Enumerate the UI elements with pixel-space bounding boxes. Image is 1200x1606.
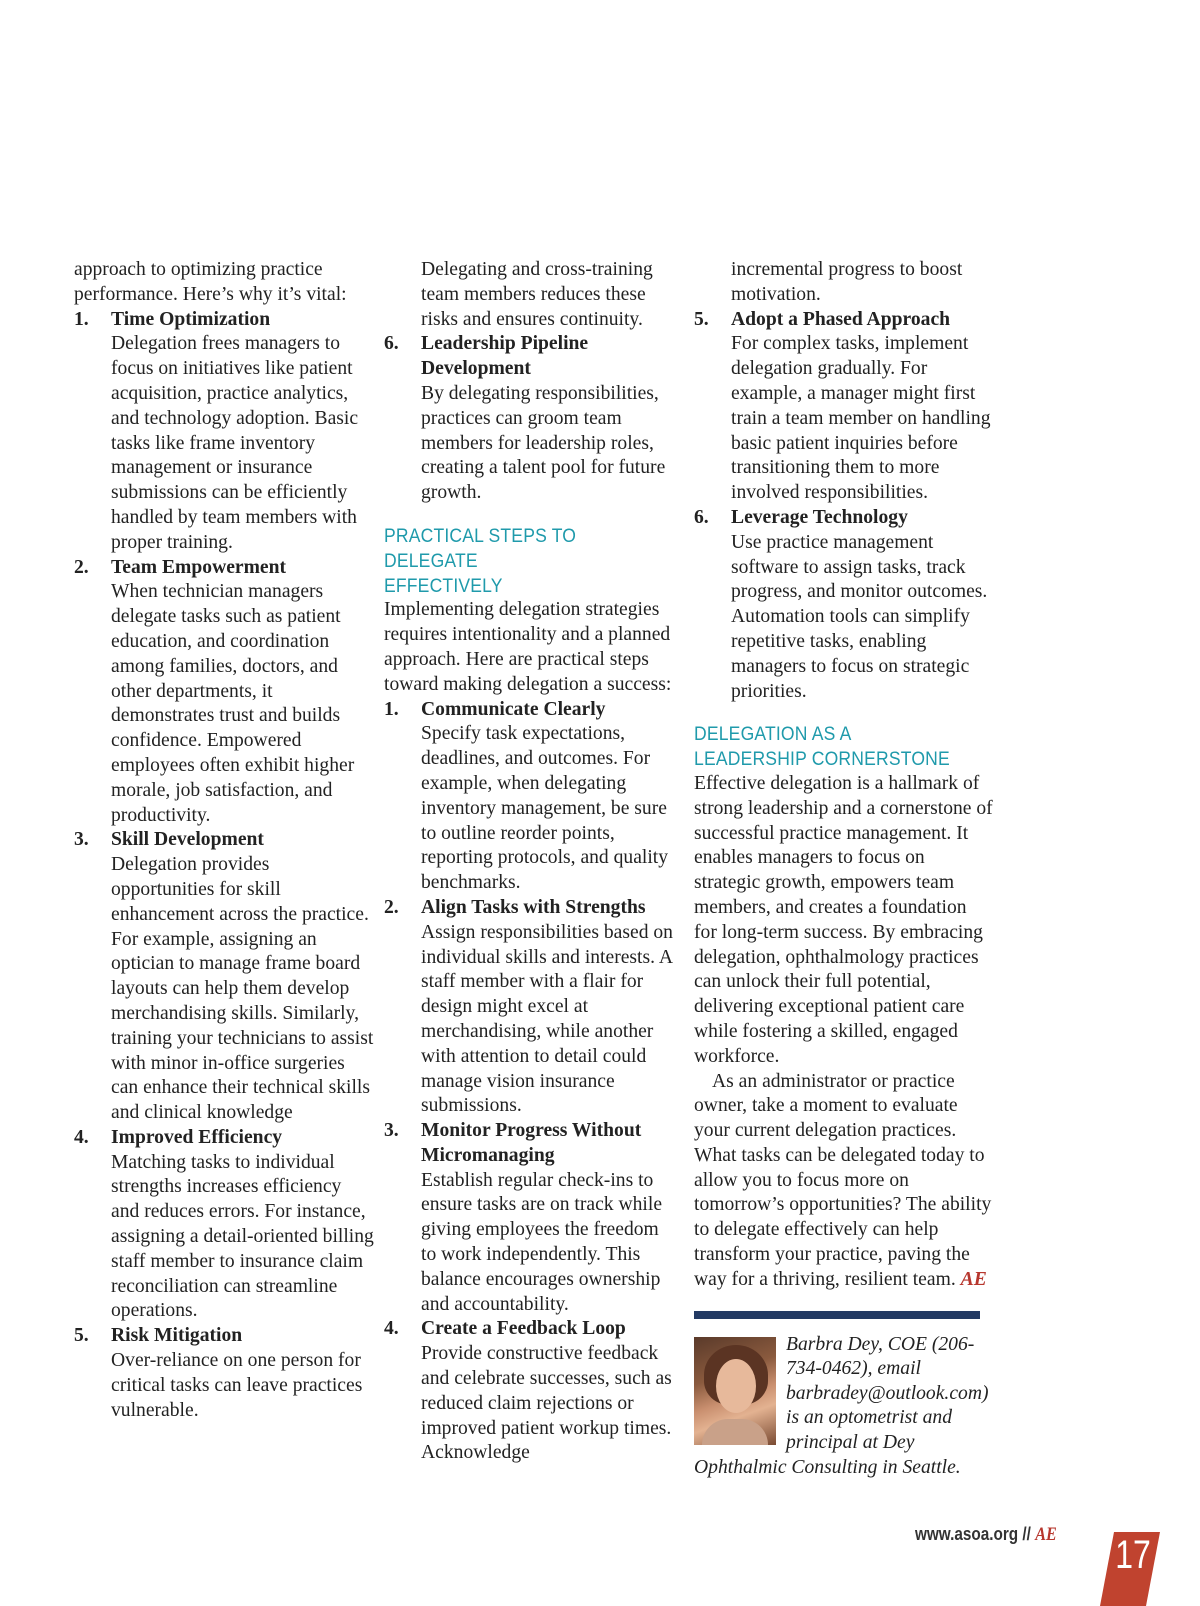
item-title: Leverage Technology (731, 506, 908, 528)
section-heading: PRACTICAL STEPS TO DELEGATE EFFECTIVELY (384, 524, 577, 597)
item-text: Specify task expectations, deadlines, and outcomes. For example, when delegating inventory management, be sure to outline reorder points, reporting protocols, and quality benchmarks. (421, 723, 669, 894)
item-title: Skill Development (111, 829, 264, 851)
intro-text: approach to optimizing practice performance. Here’s why it’s vital: (74, 259, 347, 305)
author-rule (694, 1311, 980, 1319)
item-text: Delegation frees managers to focus on initiatives like patient acquisition, practice analytics, and technology adoption. Basic tasks like frame inventory management or insurance submissions can be efficiently handled by team members with proper training. (111, 333, 359, 553)
list-item-continued (694, 258, 994, 308)
item-text: By delegating responsibilities, practices can groom team members for leadership roles, creating a talent pool for future growth. (421, 382, 666, 504)
list-item: 5. Risk Mitigation Over-reliance on one person for critical tasks can leave practices vulnerable. (74, 1324, 374, 1423)
list-item: 6. Leadership Pipeline Development By delegating responsibilities, practices can groom team members for leadership roles, creating a talent pool for future growth. (384, 332, 674, 506)
item-text: For complex tasks, implement delegation gradually. For example, a manager might first train a team member on handling basic patient inquiries before transitioning them to more involved responsibilities. (731, 333, 991, 504)
list-item-continued (384, 258, 674, 332)
item-title: Communicate Clearly (421, 698, 606, 720)
author-bio (694, 1333, 994, 1481)
item-text: incremental progress to boost motivation. (731, 259, 963, 305)
item-text: Delegation provides opportunities for skill enhancement across the practice. For example, assigning an optician to manage frame board layouts can help them develop merchandising skills. Similarly, training your technicians to assist with minor in-office surgeries can enhance their technical skills and clinical knowledge (111, 854, 374, 1124)
column-2 (384, 258, 674, 1466)
author-bio-text: Barbra Dey, COE (206-734-0462), email barbradey@outlook.com) is an optometrist and principal at Dey Ophthalmic Consulting in Seattle. (694, 1333, 989, 1478)
item-text: Delegating and cross-training team members reduces these risks and ensures continuity. (421, 259, 653, 330)
list-item: 4. Improved Efficiency Matching tasks to individual strengths increases efficiency and reduces errors. For instance, assigning a detail-oriented billing staff member to insurance claim reconciliation can streamline operations. (74, 1126, 374, 1324)
footer-url (915, 1524, 1057, 1546)
list-item: 6. Leverage Technology Use practice management software to assign tasks, track progress, and monitor outcomes. Automation tools can simplify repetitive tasks, enabling managers to focus on strategic priorities. (694, 506, 994, 704)
item-title: Leadership Pipeline Development (421, 333, 589, 380)
item-title: Adopt a Phased Approach (731, 308, 951, 330)
ae-logo: AE (1035, 1524, 1057, 1545)
ae-end-mark: AE (960, 1268, 987, 1290)
item-text: Provide constructive feedback and celebrate successes, such as reduced claim rejections or improved patient workup times. Acknowledge (421, 1343, 672, 1464)
list-item: 3. Monitor Progress Without Micromanaging Establish regular check-ins to ensure tasks are on track while giving employees the freedom to work independently. This balance encourages ownership and accountability. (384, 1119, 674, 1317)
item-title: Time Optimization (111, 308, 271, 330)
item-text: Establish regular check-ins to ensure tasks are on track while giving employees the freedom to work independently. This balance encourages ownership and accountability. (421, 1169, 663, 1315)
item-text: Assign responsibilities based on individual skills and interests. A staff member with a flair for design might excel at merchandising, while another with attention to detail could manage vision insurance submissions. (421, 921, 673, 1117)
item-text: Use practice management software to assign tasks, track progress, and monitor outcomes. Automation tools can simplify repetitive tasks, enabling managers to focus on strategic priorities. (731, 531, 988, 702)
list-item: 4. Create a Feedback Loop Provide constructive feedback and celebrate successes, such as reduced claim rejections or improved patient workup times. Acknowledge (384, 1317, 674, 1466)
list-item: 1. Communicate Clearly Specify task expectations, deadlines, and outcomes. For example, when delegating inventory management, be sure to outline reorder points, reporting protocols, and quality benchmarks. (384, 698, 674, 896)
item-text: Matching tasks to individual strengths increases efficiency and reduces errors. For instance, assigning a detail-oriented billing staff member to insurance claim reconciliation can streamline operations. (111, 1151, 374, 1322)
section-heading: DELEGATION AS A LEADERSHIP CORNERSTONE (694, 723, 950, 771)
item-title: Create a Feedback Loop (421, 1318, 626, 1340)
item-text: When technician managers delegate tasks such as patient education, and coordination among families, doctors, and other departments, it demonstrates trust and builds confidence. Empowered employees often exhibit higher morale, job satisfaction, and productivity. (111, 581, 355, 826)
section-intro: Implementing delegation strategies requires intentionality and a planned approach. Here are practical steps toward making delegation a success: (384, 599, 672, 695)
list-item: 5. Adopt a Phased Approach For complex tasks, implement delegation gradually. For example, a manager might first train a team member on handling basic patient inquiries before transitioning them to more involved responsibilities. (694, 308, 994, 506)
author-photo (694, 1337, 776, 1445)
conclusion-paragraph-1: Effective delegation is a hallmark of strong leadership and a cornerstone of successful practice management. It enables managers to focus on strategic growth, empowers team members, and creates a foundation for long-term success. By embracing delegation, ophthalmology practices can unlock their full potential, delivering exceptional patient care while fostering a skilled, engaged workforce. (694, 772, 993, 1067)
item-title: Align Tasks with Strengths (421, 896, 646, 918)
list-item: 1. Time Optimization Delegation frees managers to focus on initiatives like patient acquisition, practice analytics, and technology adoption. Basic tasks like frame inventory management or insurance submissions can be efficiently handled by team members with proper training. (74, 308, 374, 556)
item-title: Monitor Progress Without Micromanaging (421, 1120, 642, 1166)
item-text: Over-reliance on one person for critical tasks can leave practices vulnerable. (111, 1350, 363, 1421)
page-number: 17 (1115, 1533, 1151, 1577)
website-link: www.asoa.org (915, 1524, 1019, 1544)
list-item: 2. Align Tasks with Strengths Assign responsibilities based on individual skills and interests. A staff member with a flair for design might excel at merchandising, while another with attention to detail could manage vision insurance submissions. (384, 896, 674, 1119)
column-3 (694, 258, 994, 1480)
list-item: 3. Skill Development Delegation provides opportunities for skill enhancement across the practice. For example, assigning an optician to manage frame board layouts can help them develop merchandising skills. Similarly, training your technicians to assist with minor in-office surgeries can enhance their technical skills and clinical knowledge (74, 828, 374, 1126)
item-title: Team Empowerment (111, 556, 287, 578)
item-title: Risk Mitigation (111, 1325, 243, 1347)
list-item: 2. Team Empowerment When technician managers delegate tasks such as patient education, and coordination among families, doctors, and other departments, it demonstrates trust and builds confidence. Empowered employees often exhibit higher morale, job satisfaction, and productivity. (74, 556, 374, 829)
item-title: Improved Efficiency (111, 1126, 283, 1148)
conclusion-paragraph-2: As an administrator or practice owner, take a moment to evaluate your current delegation practices. What tasks can be delegated today to allow you to focus more on tomorrow’s opportunities? The ability to delegate effectively can help transform your practice, paving the way for a thriving, resilient team. AE (694, 1070, 992, 1290)
footer-separator: // (1022, 1524, 1031, 1544)
column-1 (74, 258, 374, 1423)
